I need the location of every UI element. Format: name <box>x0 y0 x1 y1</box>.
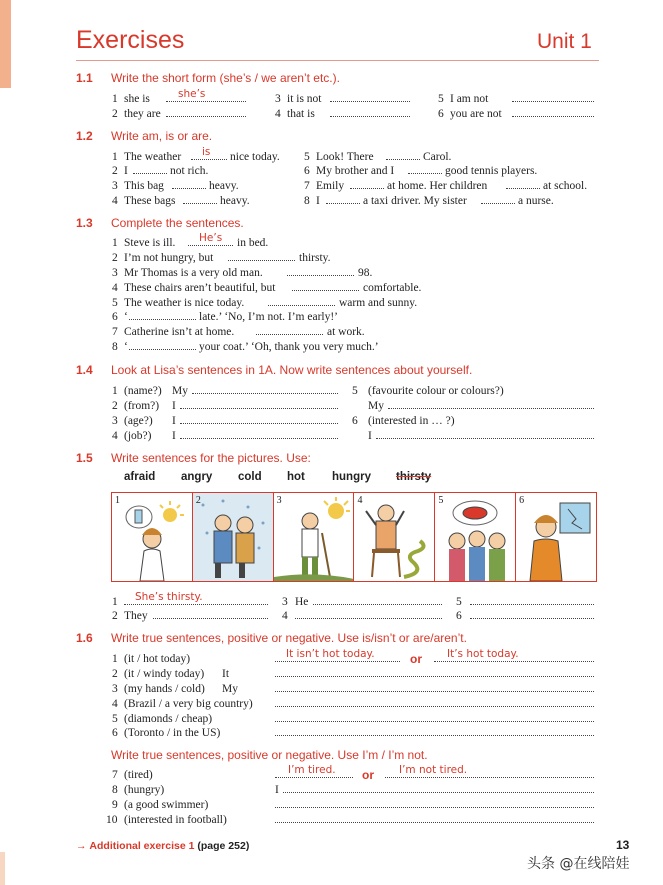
additional-exercise-link[interactable] <box>76 840 249 852</box>
section-heading-1-6-part-2: Write true sentences, positive or negative. Use I’m / I’m not. <box>111 748 428 762</box>
answer-blank[interactable] <box>350 179 384 189</box>
item-number: 8 <box>304 195 310 207</box>
answer-blank[interactable] <box>172 179 206 189</box>
item-number: 6 <box>352 415 358 427</box>
item-prompt: Emily <box>316 180 345 192</box>
item-prompt: This bag <box>124 180 164 192</box>
answer-blank[interactable] <box>295 609 442 619</box>
item-number: 7 <box>112 326 118 338</box>
item-number: 8 <box>112 784 118 796</box>
item-text: I <box>172 430 176 442</box>
item-text: My <box>172 385 188 397</box>
item-number: 9 <box>112 799 118 811</box>
item-number: 4 <box>112 282 118 294</box>
item-text: at school. <box>543 180 588 192</box>
answer-blank[interactable] <box>275 813 594 823</box>
item-number: 3 <box>112 415 118 427</box>
word-thirsty-crossed: thirsty <box>396 471 432 483</box>
answer-blank[interactable] <box>388 399 594 409</box>
answer-blank[interactable] <box>470 595 594 605</box>
item-prompt: Steve is ill. <box>124 237 176 249</box>
page-reference: (page 252) <box>197 840 250 852</box>
item-number: 2 <box>112 400 118 412</box>
picture-2 <box>193 493 274 581</box>
item-text: comfortable. <box>363 282 422 294</box>
item-number: 2 <box>112 610 118 622</box>
item-number: 6 <box>112 311 118 323</box>
picture-4 <box>354 493 435 581</box>
item-prompt: (it / hot today) <box>124 653 191 665</box>
item-number: 6 <box>112 727 118 739</box>
section-heading-1-4: Look at Lisa’s sentences in 1A. Now write sentences about yourself. <box>111 363 473 377</box>
handwritten-answer: I’m tired. <box>288 764 336 776</box>
item-number: 5 <box>112 297 118 309</box>
cold-people-icon <box>193 493 273 581</box>
item-prompt: ‘ <box>124 341 128 353</box>
item-number: 6 <box>456 610 462 622</box>
item-text: My <box>368 400 384 412</box>
item-text: Carol. <box>423 151 452 163</box>
answer-blank[interactable] <box>506 179 540 189</box>
section-number-1-6: 1.6 <box>76 631 93 645</box>
item-text: your coat.’ ‘Oh, thank you very much.’ <box>199 341 379 353</box>
answer-blank[interactable] <box>275 726 594 736</box>
picture-strip <box>111 492 597 582</box>
section-number-1-1: 1.1 <box>76 71 93 85</box>
arrow-right-icon: → <box>76 840 87 852</box>
item-number: 6 <box>438 108 444 120</box>
item-number: 1 <box>112 93 118 105</box>
item-prompt: you are not <box>450 108 502 120</box>
handwritten-answer: she’s <box>178 88 206 100</box>
answer-blank[interactable] <box>180 429 338 439</box>
item-prompt: it is not <box>287 93 322 105</box>
answer-blank[interactable] <box>330 92 410 102</box>
handwritten-answer: He’s <box>199 232 223 244</box>
item-prompt: she is <box>124 93 150 105</box>
item-number: 3 <box>275 93 281 105</box>
item-number: 1 <box>112 596 118 608</box>
item-prompt: Mr Thomas is a very old man. <box>124 267 263 279</box>
item-text: heavy. <box>209 180 239 192</box>
additional-exercise-label: Additional exercise 1 <box>89 840 195 852</box>
answer-blank[interactable] <box>481 194 515 204</box>
answer-blank[interactable] <box>180 414 338 424</box>
answer-blank[interactable] <box>408 164 442 174</box>
item-text: at home. Her children <box>387 180 488 192</box>
answer-blank[interactable] <box>275 667 594 677</box>
item-prompt: (hungry) <box>124 784 165 796</box>
watermark: 头条 @在线陪娃 <box>527 856 630 872</box>
word-angry: angry <box>181 471 213 483</box>
answer-blank[interactable] <box>313 595 442 605</box>
item-prompt: ‘ <box>124 311 128 323</box>
item-number: 5 <box>352 385 358 397</box>
item-prompt: (diamonds / cheap) <box>124 713 213 725</box>
or-label: or <box>410 652 422 666</box>
answer-blank[interactable] <box>326 194 360 204</box>
word-hungry: hungry <box>332 471 371 483</box>
word-afraid: afraid <box>124 471 156 483</box>
item-prompt: The weather <box>124 151 182 163</box>
item-text: They <box>124 610 148 622</box>
picture-number: 2 <box>195 495 201 506</box>
item-prompt: (interested in football) <box>124 814 227 826</box>
item-prompt: (name?) <box>124 385 162 397</box>
answer-blank[interactable] <box>129 310 196 320</box>
item-prompt: Catherine isn’t at home. <box>124 326 235 338</box>
item-number: 4 <box>112 195 118 207</box>
section-number-1-5: 1.5 <box>76 451 93 465</box>
item-number: 3 <box>282 596 288 608</box>
item-prompt: that is <box>287 108 315 120</box>
answer-blank[interactable] <box>268 296 335 306</box>
item-text: thirsty. <box>299 252 331 264</box>
item-text: warm and sunny. <box>339 297 418 309</box>
answer-blank[interactable] <box>192 384 338 394</box>
item-prompt: My brother and I <box>316 165 395 177</box>
item-text: I <box>172 415 176 427</box>
answer-blank[interactable] <box>283 783 594 793</box>
item-number: 5 <box>112 713 118 725</box>
item-prompt: (it / windy today) <box>124 668 205 680</box>
handwritten-answer: It isn’t hot today. <box>286 648 375 660</box>
answer-blank[interactable] <box>275 697 594 707</box>
item-number: 2 <box>112 668 118 680</box>
item-number: 5 <box>304 151 310 163</box>
item-prompt: I <box>124 165 128 177</box>
item-prompt: I’m not hungry, but <box>124 252 214 264</box>
item-prompt: (my hands / cold) <box>124 683 205 695</box>
picture-number: 5 <box>438 495 444 506</box>
picture-number: 6 <box>519 495 525 506</box>
hungry-family-icon <box>435 493 515 581</box>
item-prompt: (a good swimmer) <box>124 799 209 811</box>
item-number: 3 <box>112 683 118 695</box>
afraid-man-snake-icon <box>354 493 434 581</box>
picture-number: 3 <box>276 495 282 506</box>
unit-label: Unit 1 <box>537 30 592 53</box>
item-text: I <box>368 430 372 442</box>
item-number: 1 <box>112 653 118 665</box>
picture-5 <box>435 493 516 581</box>
picture-6 <box>516 493 596 581</box>
item-number: 3 <box>112 267 118 279</box>
item-text: not rich. <box>170 165 209 177</box>
item-prompt: These bags <box>124 195 176 207</box>
item-number: 10 <box>106 814 118 826</box>
item-number: 5 <box>438 93 444 105</box>
item-prompt: (age?) <box>124 415 153 427</box>
item-text: I <box>275 784 279 796</box>
answer-blank[interactable] <box>228 251 295 261</box>
answer-blank[interactable] <box>129 340 196 350</box>
item-text: heavy. <box>220 195 250 207</box>
picture-3 <box>274 493 355 581</box>
section-number-1-4: 1.4 <box>76 363 93 377</box>
section-heading-1-1: Write the short form (she’s / we aren’t etc.). <box>111 71 340 85</box>
item-text: My <box>222 683 238 695</box>
item-text: at work. <box>327 326 365 338</box>
item-prompt: (job?) <box>124 430 152 442</box>
section-heading-1-2: Write am, is or are. <box>111 129 213 143</box>
answer-blank[interactable] <box>287 266 354 276</box>
item-prompt: (tired) <box>124 769 153 781</box>
answer-blank[interactable] <box>292 281 359 291</box>
handwritten-answer: She’s thirsty. <box>135 591 203 603</box>
item-prompt: Look! There <box>316 151 374 163</box>
item-text: I <box>172 400 176 412</box>
item-number: 7 <box>112 769 118 781</box>
item-text: He <box>295 596 309 608</box>
item-prompt: These chairs aren’t beautiful, but <box>124 282 276 294</box>
hot-gardener-icon <box>274 493 354 581</box>
item-text: good tennis players. <box>445 165 538 177</box>
item-number: 6 <box>304 165 310 177</box>
answer-blank[interactable] <box>256 325 323 335</box>
item-number: 2 <box>112 252 118 264</box>
answer-blank[interactable] <box>512 107 594 117</box>
section-heading-1-3: Complete the sentences. <box>111 216 244 230</box>
section-number-1-2: 1.2 <box>76 129 93 143</box>
item-number: 1 <box>112 385 118 397</box>
item-text: 98. <box>358 267 373 279</box>
item-number: 4 <box>112 430 118 442</box>
item-prompt: I am not <box>450 93 489 105</box>
item-prompt: (from?) <box>124 400 160 412</box>
angry-woman-window-icon <box>516 493 596 581</box>
word-hot: hot <box>287 471 305 483</box>
item-number: 7 <box>304 180 310 192</box>
item-number: 1 <box>112 237 118 249</box>
item-text: It <box>222 668 230 680</box>
answer-blank[interactable] <box>330 107 410 117</box>
item-text: nice today. <box>230 151 280 163</box>
item-number: 2 <box>112 165 118 177</box>
answer-blank[interactable] <box>275 798 594 808</box>
or-label: or <box>362 768 374 782</box>
handwritten-answer: I’m not tired. <box>399 764 468 776</box>
item-prompt: they are <box>124 108 161 120</box>
answer-blank[interactable] <box>153 609 268 619</box>
item-number: 4 <box>282 610 288 622</box>
item-number: 1 <box>112 151 118 163</box>
item-number: 2 <box>112 108 118 120</box>
item-text: a taxi driver. My sister <box>363 195 467 207</box>
item-number: 5 <box>456 596 462 608</box>
answer-blank[interactable] <box>133 164 167 174</box>
item-text: late.’ ‘No, I’m not. I’m early!’ <box>199 311 339 323</box>
section-heading-1-6: Write true sentences, positive or negative. Use is/isn’t or are/aren’t. <box>111 631 467 645</box>
picture-number: 1 <box>115 495 120 506</box>
answer-blank[interactable] <box>180 399 338 409</box>
title-rule <box>76 60 599 61</box>
page-edge-tab-lower <box>0 852 5 885</box>
answer-blank[interactable] <box>512 92 594 102</box>
page-title: Exercises <box>76 26 185 54</box>
item-prompt: (favourite colour or colours?) <box>368 385 504 397</box>
item-prompt: The weather is nice today. <box>124 297 245 309</box>
item-number: 4 <box>275 108 281 120</box>
answer-blank[interactable] <box>470 609 594 619</box>
handwritten-answer: is <box>202 146 211 158</box>
word-cold: cold <box>238 471 262 483</box>
page-number: 13 <box>616 838 630 852</box>
picture-1 <box>112 493 193 581</box>
item-number: 8 <box>112 341 118 353</box>
section-heading-1-5: Write sentences for the pictures. Use: <box>111 451 311 465</box>
handwritten-answer: It’s hot today. <box>447 648 519 660</box>
item-prompt: (Toronto / in the US) <box>124 727 221 739</box>
picture-number: 4 <box>357 495 363 506</box>
item-text: a nurse. <box>518 195 554 207</box>
thirsty-woman-icon <box>112 493 192 581</box>
section-number-1-3: 1.3 <box>76 216 93 230</box>
item-prompt: (Brazil / a very big country) <box>124 698 253 710</box>
item-prompt: I <box>316 195 320 207</box>
answer-blank[interactable] <box>376 429 594 439</box>
item-number: 3 <box>112 180 118 192</box>
answer-blank[interactable] <box>275 712 594 722</box>
answer-blank[interactable] <box>386 150 420 160</box>
answer-blank[interactable] <box>275 682 594 692</box>
item-number: 4 <box>112 698 118 710</box>
item-prompt: (interested in … ?) <box>368 415 455 427</box>
item-text: in bed. <box>237 237 269 249</box>
answer-blank[interactable] <box>166 107 246 117</box>
answer-blank[interactable] <box>183 194 217 204</box>
page-edge-tab <box>0 0 11 88</box>
